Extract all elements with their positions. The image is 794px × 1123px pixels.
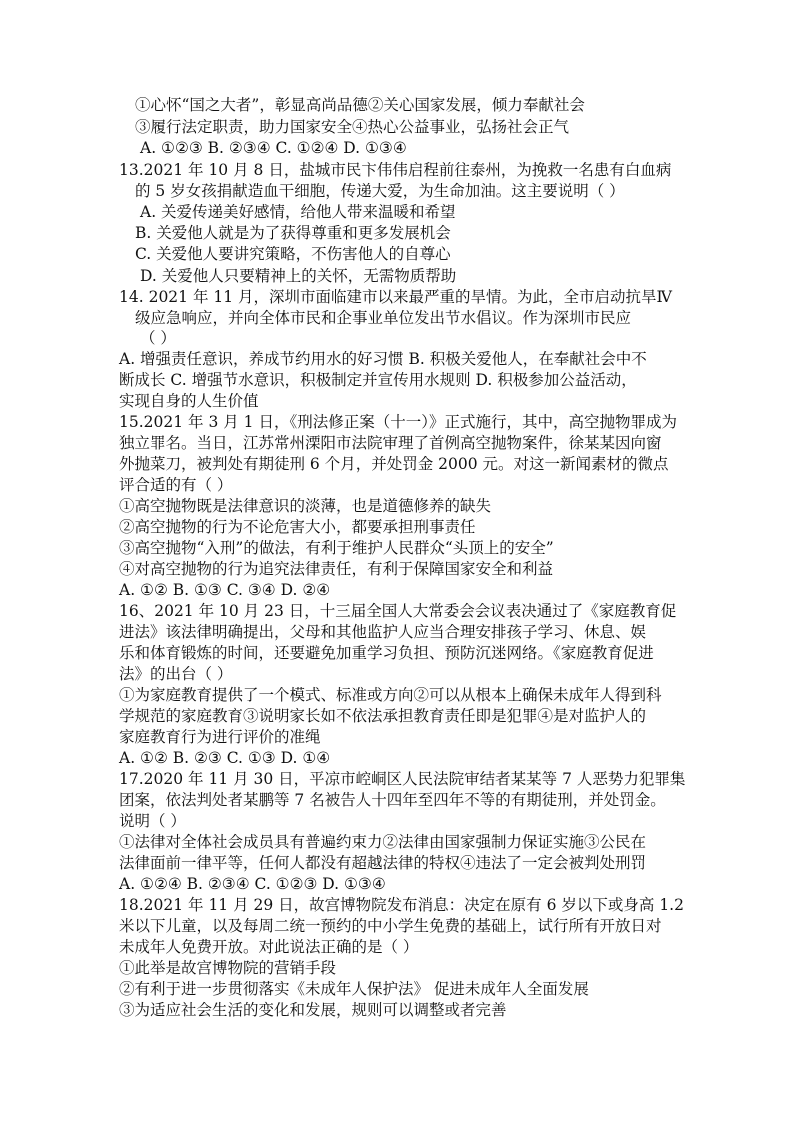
answer-choices: A. ①② B. ①③ C. ③④ D. ②④ (119, 581, 331, 599)
option-line: ①法律对全体社会成员具有普遍约束力②法律由国家强制力保证实施③公民在 (119, 833, 647, 851)
question-text: 乐和体育锻炼的时间，还要避免加重学习负担、预防沉迷网络。《家庭教育促进 (119, 644, 654, 662)
question-text: 独立罪名。当日，江苏常州溧阳市法院审理了首例高空抛物案件，徐某某因向窗 (119, 434, 662, 452)
option-line: ②有利于进一步贯彻落实《未成年人保护法》 促进未成年人全面发展 (119, 980, 589, 998)
question-16: 16、2021 年 10 月 23 日，十三届全国人大常委会会议表决通过了《家庭教育促 (119, 602, 677, 620)
option-line: ①为家庭教育提供了一个模式、标准或方向②可以从根本上确保未成年人得到科 (119, 686, 662, 704)
option-line: ③高空抛物“入刑”的做法，有利于维护人民群众“头顶上的安全” (119, 539, 554, 557)
option-line: ③履行法定职责，助力国家安全④热心公益事业，弘扬社会正气 (135, 118, 570, 136)
question-text: 说明（ ） (119, 812, 186, 830)
answer-choices: A. ①②④ B. ②③④ C. ①②③ D. ①③④ (119, 875, 386, 893)
question-text: 米以下儿童，以及每周二统一预约的中小学生免费的基础上，试行所有开放日对 (119, 917, 662, 935)
question-text: （ ） (140, 329, 176, 347)
question-15: 15.2021 年 3 月 1 日，《刑法修正案（十一）》正式施行，其中，高空抛物罪成为 (119, 413, 677, 431)
question-18: 18.2021 年 11 月 29 日，故宫博物院发布消息：决定在原有 6 岁以下或身高 1.2 (119, 896, 684, 914)
option-line: ①高空抛物既是法律意识的淡薄，也是道德修养的缺失 (119, 497, 492, 515)
question-text: 的 5 岁女孩捐献造血干细胞，传递大爱，为生命加油。这主要说明（ ） (135, 182, 625, 200)
question-14: 14. 2021 年 11 月，深圳市面临建市以来最严重的旱情。为此，全市启动抗旱Ⅳ (119, 288, 673, 306)
question-17: 17.2020 年 11 月 30 日，平凉市崆峒区人民法院审结者某某等 7 人恶势力犯罪集 (119, 770, 686, 788)
answer-choices: A. ①②③ B. ②③④ C. ①②④ D. ①③④ (140, 139, 407, 157)
answer-choice: A. 关爱传递美好感情，给他人带来温暖和希望 (140, 203, 456, 221)
question-text: 团案，依法判处者某鹏等 7 名被告人十四年至四年不等的有期徒刑，并处罚金。 (119, 791, 666, 809)
question-text: 级应急响应，并向全体市民和企事业单位发出节水倡议。作为深圳市民应 (135, 309, 632, 327)
answer-choices: A. ①② B. ②③ C. ①③ D. ①④ (119, 749, 331, 767)
question-text: 评合适的有（ ） (119, 476, 233, 494)
answer-choice: D. 关爱他人只要精神上的关怀，无需物质帮助 (140, 267, 457, 285)
option-line: 学规范的家庭教育③说明家长如不依法承担教育责任即是犯罪④是对监护人的 (119, 707, 647, 725)
answer-choices: 断成长 C. 增强节水意识，积极制定并宣传用水规则 D. 积极参加公益活动， (119, 371, 637, 389)
answer-choice: C. 关爱他人要讲究策略，不伤害他人的自尊心 (135, 245, 451, 263)
question-13: 13.2021 年 10 月 8 日，盐城市民卞伟伟启程前往泰州，为挽救一名患有白血病 (119, 161, 672, 179)
answer-choices: A. 增强责任意识，养成节约用水的好习惯 B. 积极关爱他人，在奉献社会中不 (119, 350, 647, 368)
option-line: 家庭教育行为进行评价的准绳 (119, 728, 321, 746)
answer-choice: B. 关爱他人就是为了获得尊重和更多发展机会 (135, 224, 451, 242)
option-line: ③为适应社会生活的变化和发展，规则可以调整或者完善 (119, 1001, 507, 1019)
question-text: 外抛菜刀，被判处有期徒刑 6 个月，并处罚金 2000 元。对这一新闻素材的微点 (119, 455, 669, 473)
question-text: 未成年人免费开放。对此说法正确的是（ ） (119, 938, 419, 956)
answer-choices: 实现自身的人生价值 (119, 392, 259, 410)
question-text: 进法》该法律明确提出，父母和其他监护人应当合理安排孩子学习、休息、娱 (119, 623, 647, 641)
question-text: 法》的出台（ ） (119, 665, 233, 683)
option-line: ④对高空抛物的行为追究法律责任，有利于保障国家安全和利益 (119, 560, 554, 578)
option-line: 法律面前一律平等，任何人都没有超越法律的特权④违法了一定会被判处刑罚 (119, 854, 647, 872)
option-line: ②高空抛物的行为不论危害大小，都要承担刑事责任 (119, 518, 476, 536)
option-line: ①此举是故宫博物院的营销手段 (119, 959, 337, 977)
option-line: ①心怀“国之大者”，彰显高尚品德②关心国家发展，倾力奉献社会 (135, 96, 585, 114)
